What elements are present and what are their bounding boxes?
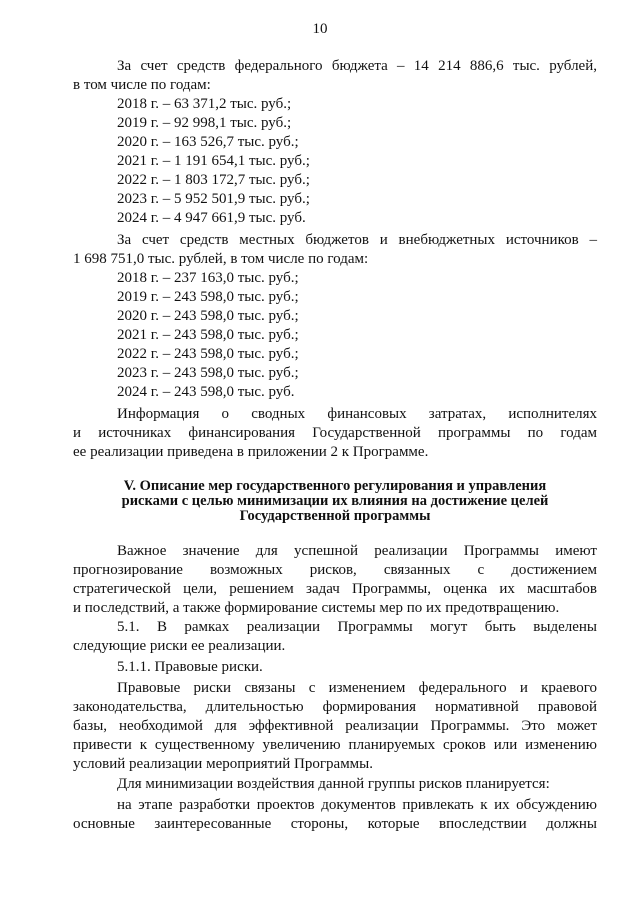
- federal-budget-line-1: За счет средств федерального бюджета – 14 214 886,6 тыс. рублей,: [117, 58, 597, 74]
- risks-5-1-paragraph: [73, 618, 597, 656]
- stage-line-1: на этапе разработки проектов документов привлекать к их обсуждению: [117, 797, 597, 813]
- federal-year-2023: 2023 г. – 5 952 501,9 тыс. руб.;: [117, 191, 310, 207]
- importance-line-4: и последствий, а также формирование системы мер по их предотвращению.: [73, 600, 560, 616]
- legal-line-1: Правовые риски связаны с изменением федерального и краевого: [117, 680, 597, 696]
- importance-line-1: Важное значение для успешной реализации Программы имеют: [117, 543, 597, 559]
- federal-year-2018: 2018 г. – 63 371,2 тыс. руб.;: [117, 96, 292, 112]
- legal-line-3: базы, необходимой для эффективной реализации Программы. Это может: [73, 718, 597, 734]
- section-heading-line-2: рисками с целью минимизации их влияния на достижение целей: [121, 493, 549, 509]
- federal-year-2022: 2022 г. – 1 803 172,7 тыс. руб.;: [117, 172, 310, 188]
- stage-line-2: основные заинтересованные стороны, которые впоследствии должны: [73, 816, 597, 832]
- local-year-2021: 2021 г. – 243 598,0 тыс. руб.;: [117, 327, 299, 343]
- local-year-2018: 2018 г. – 237 163,0 тыс. руб.;: [117, 270, 299, 286]
- stage-paragraph: [73, 796, 597, 834]
- info-line-3: ее реализации приведена в приложении 2 к Программе.: [73, 444, 429, 460]
- info-line-1: Информация о сводных финансовых затратах, исполнителях: [117, 406, 597, 422]
- federal-budget-line-2: в том числе по годам:: [73, 77, 211, 93]
- federal-year-2021: 2021 г. – 1 191 654,1 тыс. руб.;: [117, 153, 310, 169]
- section-heading: [73, 479, 597, 524]
- federal-year-2020: 2020 г. – 163 526,7 тыс. руб.;: [117, 134, 299, 150]
- local-year-2024: 2024 г. – 243 598,0 тыс. руб.: [117, 384, 295, 400]
- legal-risks-subheading-text: 5.1.1. Правовые риски.: [117, 659, 263, 675]
- local-budget-line-2: 1 698 751,0 тыс. рублей, в том числе по годам:: [73, 251, 369, 267]
- legal-risks-subheading: [73, 658, 597, 677]
- info-line-2: и источниках финансирования Государственной программы по годам: [73, 425, 597, 441]
- federal-year-2019: 2019 г. – 92 998,1 тыс. руб.;: [117, 115, 292, 131]
- info-paragraph: [73, 405, 597, 462]
- risks-5-1-line-2: следующие риски ее реализации.: [73, 638, 286, 654]
- legal-line-2: законодательства, длительностью формирования нормативной правовой: [73, 699, 597, 715]
- local-year-2020: 2020 г. – 243 598,0 тыс. руб.;: [117, 308, 299, 324]
- local-budget-block: [73, 231, 597, 402]
- section-heading-line-3: Государственной программы: [239, 508, 431, 524]
- legal-line-4: привести к существенному увеличению планируемых сроков или изменению: [73, 737, 597, 753]
- federal-budget-block: [73, 57, 597, 228]
- minimize-line: Для минимизации воздействия данной группы рисков планируется:: [117, 776, 550, 792]
- legal-risks-paragraph: [73, 679, 597, 774]
- importance-line-3: стратегической цели, решением задач Программы, оценка их масштабов: [73, 581, 597, 597]
- local-year-2022: 2022 г. – 243 598,0 тыс. руб.;: [117, 346, 299, 362]
- local-budget-line-1: За счет средств местных бюджетов и внебюджетных источников –: [117, 232, 597, 248]
- federal-year-2024: 2024 г. – 4 947 661,9 тыс. руб.: [117, 210, 306, 226]
- local-year-2023: 2023 г. – 243 598,0 тыс. руб.;: [117, 365, 299, 381]
- page-number: 10: [312, 21, 328, 37]
- section-heading-line-1: V. Описание мер государственного регулирования и управления: [123, 478, 547, 494]
- importance-line-2: прогнозирование возможных рисков, связанных с достижением: [73, 562, 597, 578]
- minimize-paragraph: [73, 775, 597, 794]
- legal-line-5: условий реализации мероприятий Программы.: [73, 756, 374, 772]
- risks-5-1-line-1: 5.1. В рамках реализации Программы могут быть выделены: [117, 619, 597, 635]
- local-year-2019: 2019 г. – 243 598,0 тыс. руб.;: [117, 289, 299, 305]
- importance-paragraph: [73, 542, 597, 618]
